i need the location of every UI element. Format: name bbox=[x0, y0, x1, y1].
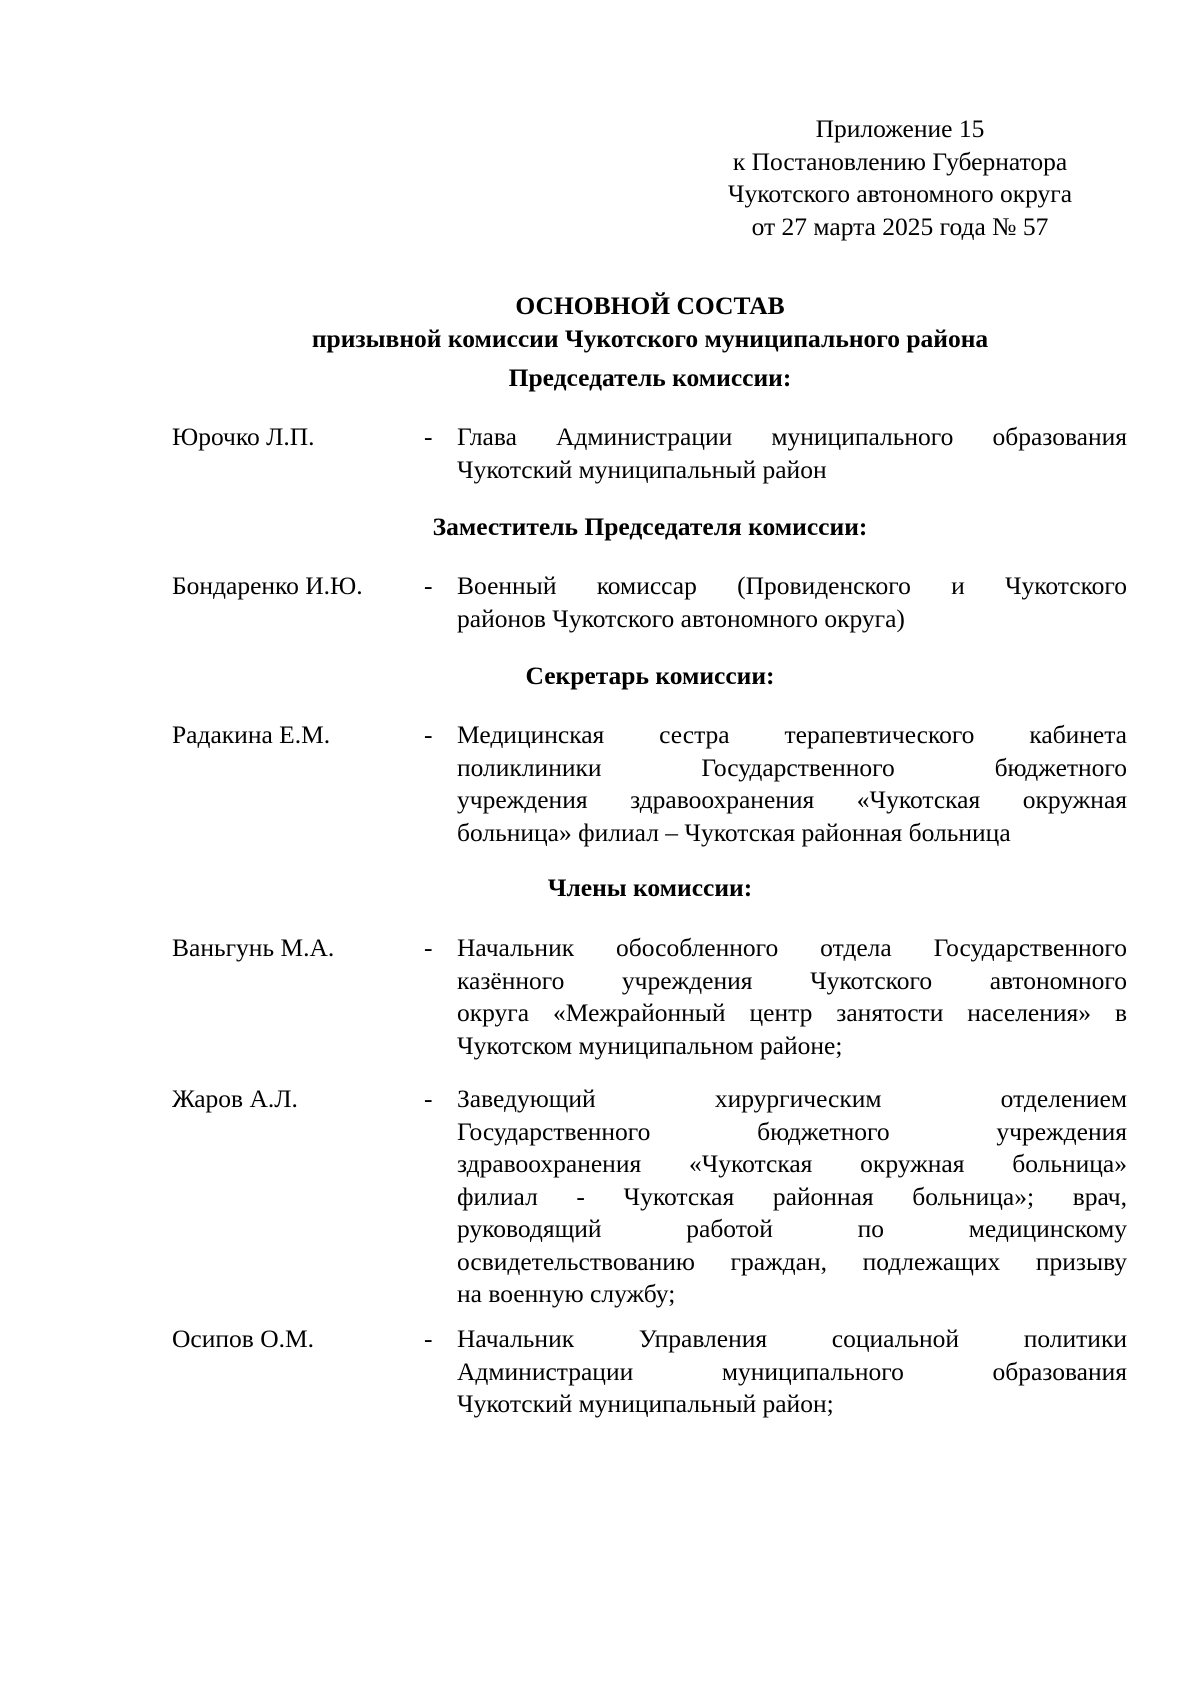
member-name: Жаров А.Л. bbox=[172, 1084, 298, 1113]
position-line: Чукотском муниципальном районе; bbox=[457, 1030, 843, 1060]
member-name: Бондаренко И.Ю. bbox=[172, 571, 363, 600]
position-line: Начальник обособленного отдела Государственного bbox=[457, 933, 1127, 962]
heading-chairman: Председатель комиссии: bbox=[508, 363, 792, 392]
appendix-block bbox=[720, 113, 1080, 243]
heading-deputy: Заместитель Председателя комиссии: bbox=[432, 512, 868, 541]
member-position bbox=[457, 421, 1127, 486]
member-position bbox=[457, 932, 1127, 1062]
member-position bbox=[457, 719, 1127, 849]
member-name: Осипов О.М. bbox=[172, 1324, 315, 1353]
position-line: казённого учреждения Чукотского автономного bbox=[457, 965, 1127, 995]
position-line: филиал - Чукотская районная больница»; врач, bbox=[457, 1181, 1127, 1211]
position-line: больница» филиал – Чукотская районная больница bbox=[457, 817, 1011, 847]
appendix-line-3: Чукотского автономного округа bbox=[727, 179, 1073, 208]
position-line: округа «Межрайонный центр занятости населения» в bbox=[457, 998, 1127, 1027]
appendix-line-2: к Постановлению Губернатора bbox=[732, 146, 1068, 176]
position-line: здравоохранения «Чукотская окружная больница» bbox=[457, 1149, 1127, 1178]
position-line: Военный комиссар (Провиденского и Чукотского bbox=[457, 571, 1127, 600]
dash-separator: - bbox=[424, 1084, 433, 1113]
title-main: ОСНОВНОЙ СОСТАВ bbox=[515, 291, 785, 320]
member-position bbox=[457, 570, 1127, 635]
position-line: Чукотский муниципальный район bbox=[457, 454, 827, 484]
member-position bbox=[457, 1083, 1127, 1311]
dash-separator: - bbox=[424, 571, 433, 600]
title-sub: призывной комиссии Чукотского муниципального района bbox=[311, 323, 989, 353]
heading-secretary: Секретарь комиссии: bbox=[525, 661, 775, 690]
position-line: на военную службу; bbox=[457, 1279, 676, 1308]
position-line: руководящий работой по медицинскому bbox=[457, 1214, 1127, 1243]
dash-separator: - bbox=[424, 422, 433, 451]
document-title bbox=[160, 290, 1140, 355]
position-line: учреждения здравоохранения «Чукотская окружная bbox=[457, 785, 1127, 814]
position-line: Заведующий хирургическим отделением bbox=[457, 1084, 1127, 1113]
position-line: районов Чукотского автономного округа) bbox=[457, 603, 905, 633]
position-line: Чукотский муниципальный район; bbox=[457, 1389, 834, 1418]
position-line: Администрации муниципального образования bbox=[457, 1356, 1127, 1386]
member-position bbox=[457, 1323, 1127, 1421]
position-line: освидетельствованию граждан, подлежащих призыву bbox=[457, 1246, 1127, 1276]
position-line: Начальник Управления социальной политики bbox=[457, 1324, 1127, 1353]
dash-separator: - bbox=[424, 1324, 433, 1353]
member-name: Юрочко Л.П. bbox=[172, 422, 315, 451]
position-line: Глава Администрации муниципального образования bbox=[457, 422, 1127, 451]
member-name: Ваньгунь М.А. bbox=[172, 933, 335, 962]
appendix-line-4: от 27 марта 2025 года № 57 bbox=[751, 211, 1049, 241]
heading-members: Члены комиссии: bbox=[547, 873, 753, 902]
dash-separator: - bbox=[424, 933, 433, 962]
position-line: Медицинская сестра терапевтического кабинета bbox=[457, 720, 1127, 749]
position-line: поликлиники Государственного бюджетного bbox=[457, 752, 1127, 782]
member-name: Радакина Е.М. bbox=[172, 720, 331, 749]
dash-separator: - bbox=[424, 720, 433, 749]
appendix-line-1: Приложение 15 bbox=[815, 114, 985, 143]
position-line: Государственного бюджетного учреждения bbox=[457, 1116, 1127, 1146]
